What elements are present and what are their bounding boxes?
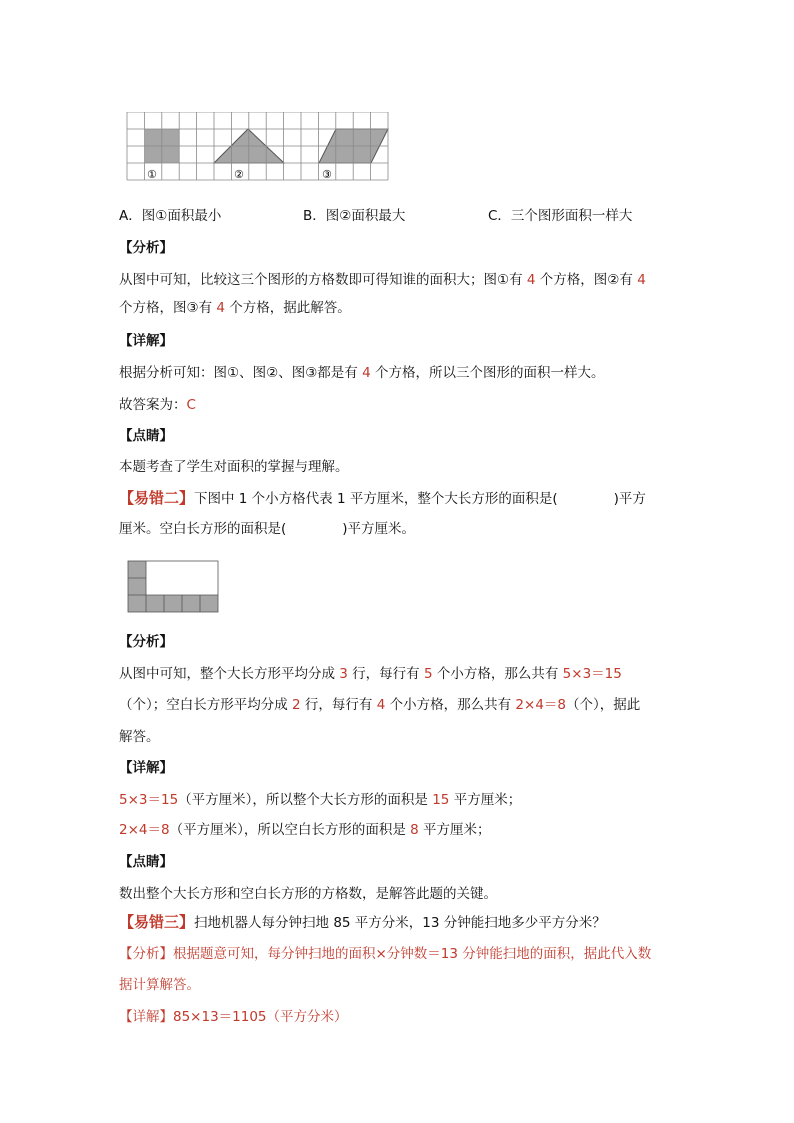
q2-analysis-heading: 【分析】 [119, 634, 173, 650]
q2-stem-line-2: 厘米。空白长方形的面积是( )平方厘米。 [119, 521, 416, 537]
q2-stem-line-1: 【易错二】下图中 1 个小方格代表 1 平方厘米，整个大长方形的面积是( )平方 [119, 489, 646, 507]
q1-analysis-line-1: 从图中可知，比较这三个图形的方格数即可得知谁的面积大；图①有 4 个方格，图②有 4 [119, 272, 646, 288]
shapes-grid-figure [126, 112, 390, 184]
q2-detail-heading: 【详解】 [119, 760, 173, 776]
q1-point-heading: 【点睛】 [119, 428, 173, 444]
q2-analysis-line-2: （个）；空白长方形平均分成 2 行，每行有 4 个小方格，那么共有 2×4＝8（个），据此 [119, 697, 641, 713]
option-c: C．三个图形面积一样大 [488, 208, 633, 224]
q2-detail-line-1: 5×3＝15（平方厘米），所以整个大长方形的面积是 15 平方厘米； [119, 792, 522, 808]
figure-label-1: ① [147, 168, 157, 181]
option-b: B．图②面积最大 [303, 208, 406, 224]
q3-detail: 【详解】85×13＝1105（平方分米） [119, 1009, 348, 1025]
q2-analysis-line-1: 从图中可知，整个大长方形平均分成 3 行，每行有 5 个小方格，那么共有 5×3＝15 [119, 666, 622, 682]
q1-point-text: 本题考查了学生对面积的掌握与理解。 [119, 459, 349, 475]
q2-point-heading: 【点睛】 [119, 854, 173, 870]
q1-analysis-line-2: 个方格，图③有 4 个方格，据此解答。 [119, 300, 351, 316]
figure-label-2: ② [234, 168, 244, 181]
q2-detail-line-2: 2×4＝8（平方厘米），所以空白长方形的面积是 8 平方厘米； [119, 822, 491, 838]
option-a: A．图①面积最小 [119, 208, 222, 224]
q3-analysis-line-2: 据计算解答。 [119, 977, 200, 993]
q3-analysis-line-1: 【分析】根据题意可知，每分钟扫地的面积×分钟数＝13 分钟能扫地的面积，据此代入数 [119, 946, 652, 962]
q1-analysis-heading: 【分析】 [119, 240, 173, 256]
rectangle-grid-figure [126, 560, 222, 614]
q2-analysis-line-3: 解答。 [119, 729, 160, 745]
figure-label-3: ③ [322, 168, 332, 181]
q1-answer: 故答案为：C [119, 397, 196, 413]
q3-stem: 【易错三】扫地机器人每分钟扫地 85 平方分米，13 分钟能扫地多少平方分米？ [119, 913, 606, 931]
q2-point-text: 数出整个大长方形和空白长方形的方格数，是解答此题的关键。 [119, 886, 497, 902]
q1-detail-line: 根据分析可知：图①、图②、图③都是有 4 个方格，所以三个图形的面积一样大。 [119, 365, 605, 381]
q1-detail-heading: 【详解】 [119, 333, 173, 349]
